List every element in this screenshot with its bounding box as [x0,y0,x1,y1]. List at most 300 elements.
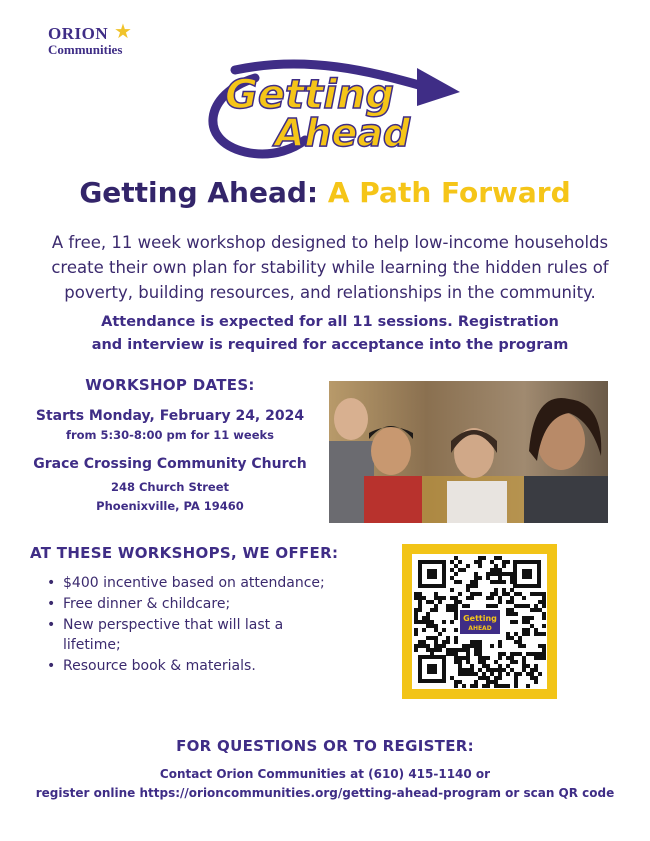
qr-module [506,592,510,596]
qr-module [422,644,426,648]
qr-module [510,620,514,624]
qr-module [454,628,458,632]
qr-module [438,596,442,600]
qr-module [430,636,434,640]
qr-module [466,596,470,600]
qr-module [494,680,498,684]
qr-module [474,684,478,688]
qr-module [466,656,470,660]
qr-module [430,620,434,624]
qr-module [526,632,530,636]
qr-module [514,680,518,684]
qr-module [418,640,422,644]
qr-module [486,664,490,668]
qr-module [450,620,454,624]
qr-module [502,588,506,592]
qr-module [510,612,514,616]
qr-module [450,676,454,680]
qr-module [454,604,458,608]
qr-module [474,640,478,644]
qr-module [470,584,474,588]
qr-module [470,644,474,648]
qr-module [486,676,490,680]
qr-module [498,640,502,644]
register-link[interactable]: register online https://orioncommunities.org/getting-ahead-program or scan QR code [35,786,615,800]
qr-module [506,600,510,604]
qr-module [430,608,434,612]
qr-module [498,580,502,584]
qr-module [446,608,450,612]
qr-module [434,608,438,612]
qr-module [454,564,458,568]
qr-module [490,572,494,576]
qr-module [478,640,482,644]
qr-module [466,564,470,568]
qr-code-frame[interactable] [402,544,557,699]
qr-module [458,592,462,596]
qr-module [426,620,430,624]
qr-module [478,648,482,652]
qr-module [506,664,510,668]
qr-module [510,652,514,656]
qr-module [526,616,530,620]
program-logo [195,48,460,160]
qr-module [458,680,462,684]
qr-module [470,684,474,688]
qr-module [498,572,502,576]
qr-module [514,684,518,688]
qr-module [474,580,478,584]
qr-module [498,652,502,656]
qr-module [502,572,506,576]
qr-module [526,620,530,624]
qr-module [506,684,510,688]
qr-module [482,684,486,688]
qr-module [466,588,470,592]
qr-module [498,576,502,580]
qr-module [450,568,454,572]
qr-module [474,576,478,580]
qr-module [446,652,450,656]
qr-module [454,680,458,684]
qr-module [538,672,542,676]
qr-module [498,672,502,676]
qr-module [538,632,542,636]
qr-module [418,620,422,624]
qr-module [534,676,538,680]
qr-module [530,616,534,620]
qr-module [414,644,418,648]
qr-module [494,572,498,576]
qr-module [494,660,498,664]
org-logo [48,19,148,57]
qr-module [522,628,526,632]
qr-module [442,628,446,632]
qr-module [454,616,458,620]
qr-module [534,608,538,612]
qr-module [534,664,538,668]
qr-module [490,604,494,608]
qr-module [458,656,462,660]
qr-module [414,612,418,616]
qr-module [522,616,526,620]
qr-module [414,596,418,600]
qr-module [534,652,538,656]
qr-module [474,584,478,588]
qr-module [502,580,506,584]
qr-module [462,568,466,572]
qr-module [450,608,454,612]
page-title [0,176,650,209]
qr-module [502,668,506,672]
qr-module [506,636,510,640]
qr-module [486,668,490,672]
qr-module [454,660,458,664]
workshop-dates [30,376,310,516]
qr-module [482,656,486,660]
qr-module [478,560,482,564]
register-info [20,765,630,803]
qr-module [430,624,434,628]
qr-module [470,640,474,644]
qr-module [442,596,446,600]
qr-module [498,568,502,572]
qr-module [498,644,502,648]
qr-module [442,640,446,644]
qr-module [494,568,498,572]
qr-module [458,660,462,664]
qr-module [418,600,422,604]
qr-module [510,668,514,672]
qr-module [502,560,506,564]
venue-street: 248 Church Street [110,480,230,494]
qr-module [414,628,418,632]
qr-module [418,604,422,608]
qr-module [414,648,418,652]
qr-module [430,648,434,652]
qr-module [434,644,438,648]
qr-module [534,604,538,608]
qr-module [426,600,430,604]
qr-module [494,668,498,672]
qr-module [502,592,506,596]
qr-module [470,596,474,600]
qr-module [454,640,458,644]
qr-module [426,644,430,648]
qr-module [538,600,542,604]
star-icon: ★ [114,19,132,43]
qr-module [478,564,482,568]
qr-module [494,564,498,568]
logo-word-ahead: Ahead [275,111,411,155]
qr-module [478,576,482,580]
qr-module [430,600,434,604]
qr-module [514,672,518,676]
qr-module [530,672,534,676]
qr-module [542,604,546,608]
list-item: • Resource book & materials. [45,656,335,676]
qr-module [474,572,478,576]
qr-module [478,668,482,672]
qr-module [530,676,534,680]
qr-module [538,652,542,656]
qr-module [530,624,534,628]
qr-module [466,648,470,652]
qr-module [494,684,498,688]
venue-city: Phoenixville, PA 19460 [96,499,244,513]
qr-module [518,640,522,644]
qr-module [482,660,486,664]
qr-module [454,684,458,688]
qr-module [486,680,490,684]
qr-module [498,664,502,668]
qr-module [474,560,478,564]
qr-module [434,592,438,596]
qr-module [478,652,482,656]
qr-module [478,556,482,560]
qr-module [438,600,442,604]
qr-module [482,556,486,560]
qr-module [542,592,546,596]
qr-module [470,592,474,596]
qr-module [454,636,458,640]
qr-module [446,648,450,652]
qr-center-label-1: Getting [463,614,497,623]
qr-module [478,644,482,648]
qr-module [454,596,458,600]
qr-module [474,644,478,648]
qr-module [494,580,498,584]
qr-module [414,632,418,636]
qr-module [542,596,546,600]
qr-module [454,656,458,660]
qr-module [522,632,526,636]
qr-module [454,612,458,616]
qr-module [514,652,518,656]
qr-module [466,644,470,648]
qr-module [522,620,526,624]
qr-module [470,668,474,672]
qr-module [462,604,466,608]
qr-module [490,560,494,564]
qr-module [426,616,430,620]
qr-module [510,588,514,592]
qr-module [522,644,526,648]
qr-module [486,596,490,600]
qr-module [478,676,482,680]
qr-module [450,560,454,564]
qr-module [522,668,526,672]
qr-module [494,592,498,596]
qr-module [490,680,494,684]
list-item: • New perspective that will last a lifetime; [45,615,335,655]
qr-module [462,672,466,676]
qr-module [458,672,462,676]
qr-module [506,656,510,660]
offers-title: AT THESE WORKSHOPS, WE OFFER: [30,544,339,562]
qr-module [522,664,526,668]
qr-module [450,576,454,580]
qr-module [458,568,462,572]
qr-module [470,672,474,676]
arrow-icon [417,68,460,106]
qr-module [494,588,498,592]
qr-module [454,580,458,584]
qr-module [518,652,522,656]
qr-module [454,556,458,560]
qr-module [454,648,458,652]
title-part-1: Getting Ahead: [79,176,319,209]
qr-module [530,608,534,612]
qr-module [498,600,502,604]
qr-module [490,644,494,648]
qr-module [450,596,454,600]
qr-module [514,676,518,680]
qr-module [534,668,538,672]
qr-module [426,624,430,628]
qr-module [458,580,462,584]
list-item: • Free dinner & childcare; [45,594,335,614]
qr-module [542,648,546,652]
qr-module [510,636,514,640]
contact-line: Contact Orion Communities at (610) 415-1140 or [159,767,491,781]
qr-module [506,560,510,564]
qr-module [514,592,518,596]
qr-module [438,632,442,636]
qr-module [518,644,522,648]
org-name: ORION [48,24,109,43]
offers-list [45,573,335,677]
qr-module [542,632,546,636]
qr-module [446,640,450,644]
qr-module [462,684,466,688]
list-item: • $400 incentive based on attendance; [45,573,335,593]
qr-module [534,656,538,660]
qr-module [494,556,498,560]
qr-module [506,632,510,636]
qr-module [514,660,518,664]
qr-module [526,664,530,668]
register-title: FOR QUESTIONS OR TO REGISTER: [176,737,474,755]
qr-module [490,668,494,672]
qr-module [434,604,438,608]
qr-module [510,660,514,664]
qr-module [422,616,426,620]
qr-module [434,624,438,628]
qr-module [522,656,526,660]
qr-module [458,668,462,672]
qr-module [454,608,458,612]
qr-center-label-2: AHEAD [468,625,492,632]
qr-module [458,600,462,604]
qr-module [482,664,486,668]
qr-module [514,620,518,624]
qr-module [462,648,466,652]
qr-module [510,600,514,604]
qr-module [470,580,474,584]
intro-paragraph: A free, 11 week workshop designed to help low-income households create their own plan for stability while learning the hidden rules of poverty, building resources, and relationships in the community. [51,233,609,302]
qr-module [498,676,502,680]
participants-photo [329,381,608,523]
qr-module [466,660,470,664]
qr-module [418,596,422,600]
qr-module [474,680,478,684]
qr-module [530,668,534,672]
qr-module [470,664,474,668]
qr-module [498,596,502,600]
qr-module [434,628,438,632]
attendance-note: Attendance is expected for all 11 sessions. Registration and interview is required for acceptance into the program [91,314,569,353]
workshop-dates-title: WORKSHOP DATES: [85,376,255,394]
qr-module [434,640,438,644]
qr-module [498,668,502,672]
start-date: Starts Monday, February 24, 2024 [35,408,305,424]
qr-module [450,652,454,656]
qr-module [526,652,530,656]
qr-module [490,672,494,676]
qr-module [478,592,482,596]
qr-module [426,612,430,616]
qr-module [474,672,478,676]
qr-module [418,644,422,648]
qr-module [474,652,478,656]
qr-module [462,644,466,648]
qr-module [514,640,518,644]
qr-module [466,668,470,672]
qr-module [526,684,530,688]
qr-module [518,604,522,608]
qr-module [422,628,426,632]
qr-module [450,648,454,652]
qr-module [422,596,426,600]
qr-module [538,608,542,612]
qr-module [510,596,514,600]
qr-module [466,584,470,588]
qr-module [486,656,490,660]
qr-module [502,684,506,688]
venue-name: Grace Crossing Community Church [33,456,307,472]
qr-module [506,672,510,676]
qr-module [510,608,514,612]
qr-module [538,644,542,648]
qr-module [486,572,490,576]
qr-module [490,596,494,600]
qr-module [490,568,494,572]
qr-module [530,652,534,656]
qr-module [506,572,510,576]
qr-module [422,640,426,644]
title-part-2: A Path Forward [327,176,571,209]
qr-module [422,620,426,624]
qr-module [514,632,518,636]
qr-module [466,652,470,656]
qr-module [542,600,546,604]
qr-module [498,556,502,560]
qr-module [466,672,470,676]
qr-module [534,592,538,596]
qr-module [482,672,486,676]
qr-module [418,592,422,596]
qr-module [462,668,466,672]
qr-module [518,636,522,640]
qr-module [426,636,430,640]
qr-module [518,672,522,676]
qr-module [434,648,438,652]
qr-module [498,656,502,660]
qr-module [426,648,430,652]
qr-module [454,572,458,576]
qr-code[interactable] [412,554,547,689]
